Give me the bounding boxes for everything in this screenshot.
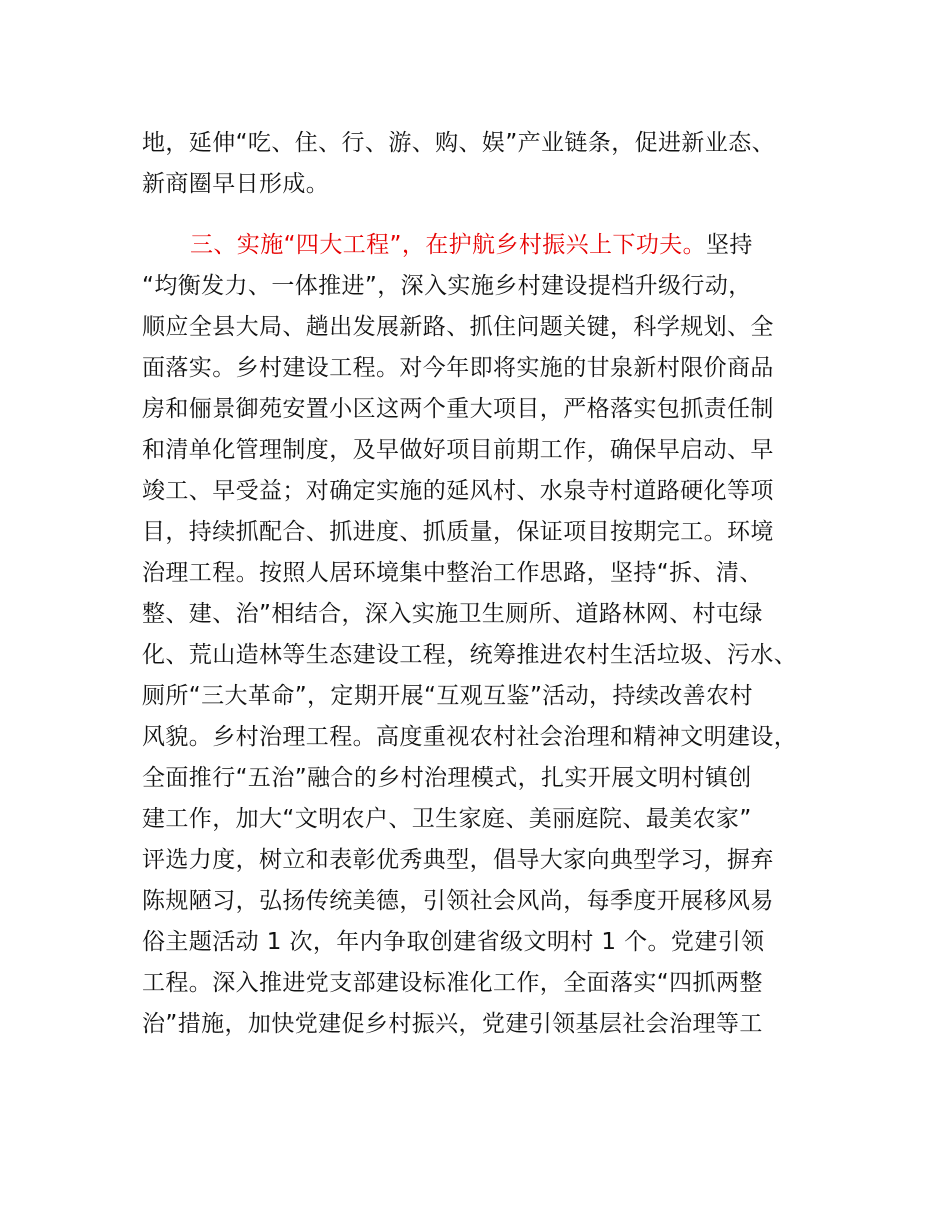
paragraph-line: 化、荒山造林等生态建设工程，统筹推进农村生活垃圾、污水、 (142, 642, 798, 668)
paragraph-line: 治”措施，加快党建促乡村振兴，党建引领基层社会治理等工 (142, 1011, 763, 1037)
paragraph-line: 地，延伸“吃、住、行、游、购、娱”产业链条，促进新业态、 (142, 130, 776, 156)
paragraph-line: 陈规陋习，弘扬传统美德，引领社会风尚，每季度开展移风易 (142, 888, 774, 914)
paragraph-line: 治理工程。按照人居环境集中整治工作思路，坚持“拆、清、 (142, 560, 763, 586)
paragraph-line: 面落实。乡村建设工程。对今年即将实施的甘泉新村限价商品 (142, 355, 774, 381)
paragraph-line: 竣工、早受益；对确定实施的延风村、水泉寺村道路硬化等项 (142, 478, 774, 504)
paragraph-line: 工程。深入推进党支部建设标准化工作，全面落实“四抓两整 (142, 970, 763, 996)
paragraph-line: 顺应全县大局、趟出发展新路、抓住问题关键，科学规划、全 (142, 314, 774, 340)
paragraph-line: 目，持续抓配合、抓进度、抓质量，保证项目按期完工。环境 (142, 519, 774, 545)
paragraph-line: 和清单化管理制度，及早做好项目前期工作，确保早启动、早 (142, 437, 774, 463)
paragraph-line: 风貌。乡村治理工程。高度重视农村社会治理和精神文明建设， (142, 724, 798, 750)
paragraph-line: 新商圈早日形成。 (142, 171, 330, 197)
paragraph-line: 厕所“三大革命”，定期开展“互观互鉴”活动，持续改善农村 (142, 683, 753, 709)
paragraph-line: 评选力度，树立和表彰优秀典型，倡导大家向典型学习，摒弃 (142, 847, 774, 873)
paragraph-line: 房和俪景御苑安置小区这两个重大项目，严格落实包抓责任制 (142, 396, 774, 422)
paragraph-line: 俗主题活动 1 次，年内争取创建省级文明村 1 个。党建引领 (142, 929, 765, 955)
section-heading-line (190, 225, 890, 265)
section-heading-tail: 坚持 (706, 232, 753, 258)
paragraph-line: 整、建、治”相结合，深入实施卫生厕所、道路林网、村屯绿 (142, 601, 763, 627)
paragraph-line: 建工作，加大“文明农户、卫生家庭、美丽庭院、最美农家” (142, 806, 752, 832)
paragraph-line: “均衡发力、一体推进”，深入实施乡村建设提档升级行动， (142, 273, 752, 299)
section-heading: 三、实施“四大工程”，在护航乡村振兴上下功夫。 (190, 232, 707, 258)
paragraph-line: 全面推行“五治”融合的乡村治理模式，扎实开展文明村镇创 (142, 765, 752, 791)
